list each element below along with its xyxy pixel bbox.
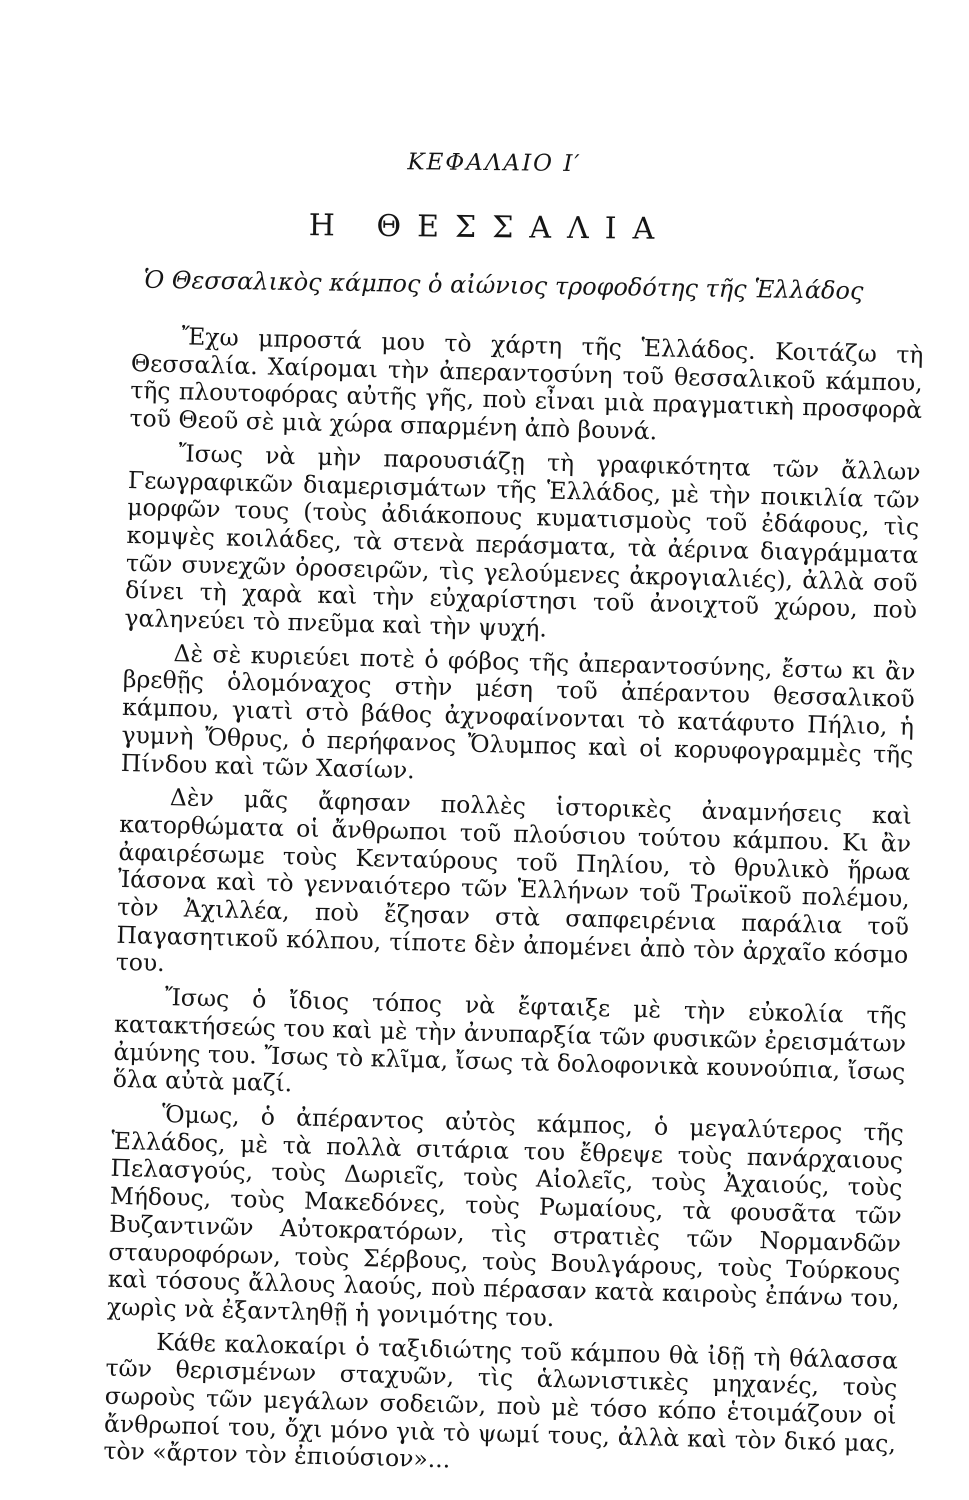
paragraph: Ὅμως, ὁ ἀπέραντος αὐτὸς κάμπος, ὁ μεγαλύτερος τῆς Ἑλλάδος, μὲ τὰ πολλὰ σιτάρια του ἔθρεψε τοὺς πανάρχαιους Πελασγούς, τοὺς Δωριεῖς, τοὺς Αἰολεῖς, τοὺς Ἀχαιούς, τοὺς Μήδους, τοὺς Μακεδόνες, τοὺς Ρωμαίους, τὰ φουσᾶτα τῶν Βυζαντινῶν Αὐτοκρατόρων, τὶς στρατιὲς τῶν Νορμανδῶν σταυροφόρων, τοὺς Σέρβους, τοὺς Βουλγάρους, τοὺς Τούρκους καὶ τόσους ἄλλους λαούς, ποὺ πέρασαν κατὰ καιροὺς ἐπάνω του, χωρὶς νὰ ἐξαντληθῇ ἡ γονιμότης του. [106, 1100, 905, 1332]
paragraph: Κάθε καλοκαίρι ὁ ταξιδιώτης τοῦ κάμπου θὰ ἰδῇ τὴ θάλασσα τῶν θερισμένων σταχυῶν, τὶς ἁλωνιστικὲς μηχανές, τοὺς σωροὺς τῶν μεγάλων σοδειῶν, ποὺ μὲ τόσο κόπο ἑτοιμάζουν οἱ ἄνθρωποί του, ὄχι μόνο γιὰ τὸ ψωμί τους, ἀλλὰ καὶ τὸν δικό μας, τὸν «ἄρτον τὸν ἐπιούσιον»... [103, 1327, 899, 1474]
chapter-heading: ΚΕΦΑΛΑΙΟ Ι′ [407, 149, 582, 178]
body-text [103, 322, 924, 1492]
paragraph: Ἴσως ὁ ἴδιος τόπος νὰ ἔφταιξε μὲ τὴν εὐκολία τῆς κατακτήσεώς του καὶ μὲ τὴν ἀνυπαρξία τῶν φυσικῶν ἐρεισμάτων ἀμύνης του. Ἴσως τὸ κλῖμα, ἴσως τὰ δολοφονικὰ κουνούπια, ἴσως ὅλα αὐτὰ μαζί. [112, 983, 908, 1098]
page-title: Η ΘΕΣΣΑΛΙΑ [308, 208, 671, 247]
paragraph: Δὲν μᾶς ἄφησαν πολλὲς ἱστορικὲς ἀναμνήσεις καὶ κατορθώματα οἱ ἄνθρωποι τοῦ πλούσιου τούτου κάμπου. Κι ἂν ἀφαιρέσωμε τοὺς Κενταύρους τοῦ Πηλίου, τὸ θρυλικὸ ἥρωα Ἰάσονα καὶ τὸ γενναιότερο τῶν Ἑλλήνων τοῦ Τρωϊκοῦ πολέμου, τὸν Ἀχιλλέα, ποὺ ἔζησαν στὰ σαπφειρένια παράλια τοῦ Παγασητικοῦ κόλπου, τίποτε δὲν ἀπομένει ἀπὸ τὸν ἀρχαῖο κόσμο του. [115, 783, 913, 978]
paragraph: Ἔχω μπροστά μου τὸ χάρτη τῆς Ἑλλάδος. Κοιτάζω τὴ Θεσσαλία. Χαίρομαι τὴν ἀπεραντοσύνη τοῦ θεσσαλικοῦ κάμπου, τῆς πλουτοφόρας αὐτῆς γῆς, ποὺ εἶναι μιὰ πραγματικὴ προσφορὰ τοῦ Θεοῦ σὲ μιὰ χώρα σπαρμένη ἀπὸ βουνά. [129, 322, 924, 446]
subtitle: Ὁ Θεσσαλικὸς κάμπος ὁ αἰώνιος τροφοδότης τῆς Ἑλλάδος [143, 265, 864, 305]
paragraph: Δὲ σὲ κυριεύει ποτὲ ὁ φόβος τῆς ἀπεραντοσύνης, ἔστω κι ἂν βρεθῇς ὁλομόναχος στὴν μέση τοῦ ἀπέραντου θεσσαλικοῦ κάμπου, γιατὶ στὸ βάθος ἀχνοφαίνονται τὸ κατάφυτο Πήλιο, ἡ γυμνὴ Ὄθρυς, ὁ περήφανος Ὄλυμπος καὶ οἱ κορυφογραμμὲς τῆς Πίνδου καὶ τῶν Χασίων. [120, 638, 916, 784]
paragraph: Ἴσως νὰ μὴν παρουσιάζῃ τὴ γραφικότητα τῶν ἄλλων Γεωγραφικῶν διαμερισμάτων τῆς Ἑλλάδος, μὲ τὴν ποικιλία τῶν μορφῶν τους (τοὺς ἀδιάκοπους κυματισμοὺς τοῦ ἐδάφους, τὶς κομψὲς κοιλάδες, τὰ στενὰ περάσματα, τὰ ἀέρινα διαγράμματα τῶν συνεχῶν ὀροσειρῶν, τὶς γελούμενες ἀκρογιαλιές), ἀλλὰ σοῦ δίνει τὴ χαρὰ καὶ τὴν εὐχαρίστησι τοῦ ἀνοιχτοῦ χώρου, ποὺ γαληνεύει τὸ πνεῦμα καὶ τὴν ψυχή. [124, 439, 921, 643]
